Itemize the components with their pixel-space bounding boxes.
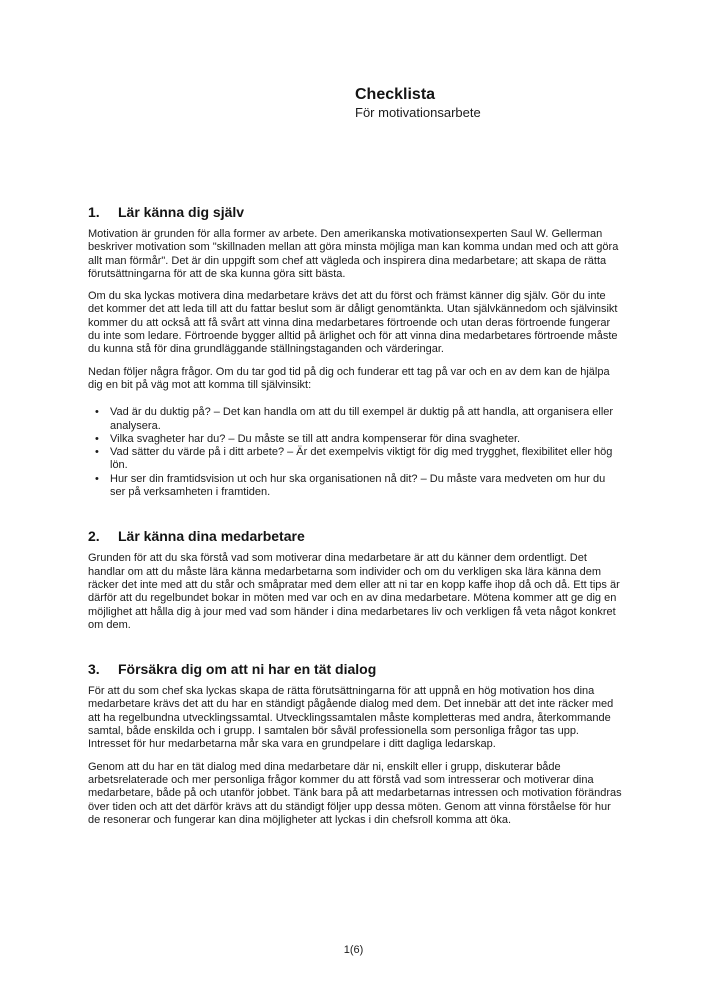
- section-1-heading: [88, 204, 622, 220]
- list-item: • Hur ser din framtidsvision ut och hur ska organisationen nå dit? – Du måste vara medveten om hur du ser på verksamheten i framtiden.: [88, 473, 622, 500]
- paragraph: Nedan följer några frågor. Om du tar god tid på dig och funderar ett tag på var och en av dem kan de hjälpa dig en bit på väg mot att komma till självinsikt:: [88, 365, 610, 391]
- paragraph: Motivation är grunden för alla former av arbete. Den amerikanska motivationsexperten Saul W. Gellerman beskriver motivation som "skillnaden mellan att göra minsta möjliga man kan komma undan med och att göra allt man förmår". Det är din uppgift som chef att vägleda och inspirera dina medarbetare; att skapa de rätta förutsättningarna för att de ska kunna göra sitt bästa.: [88, 228, 619, 280]
- list-item: • Vilka svagheter har du? – Du måste se till att andra kompenserar för dina svagheter.: [88, 433, 622, 446]
- section-3-title: Försäkra dig om att ni har en tät dialog: [118, 661, 377, 678]
- section-1-number: 1.: [88, 204, 100, 220]
- paragraph: För att du som chef ska lyckas skapa de rätta förutsättningarna för att uppnå en hög motivation hos dina medarbetare krävs det att du har en ständigt pågående dialog med dem. Det innebär att det inte räcker med att ha regelbundna utvecklingssamtal. Utvecklingssamtalen måste kompletteras med andra, återkommande samtal, både enskilda och i grupp. I samtalen bör såväl professionella som personliga frågor tas upp. Intresset för hur medarbetarna mår ska vara en grundpelare i ditt dagliga ledarskap.: [88, 685, 614, 751]
- paragraph: Om du ska lyckas motivera dina medarbetare krävs det att du först och främst känner dig själv. Gör du inte det kommer det att leda till att du fattar beslut som är dåligt genomtänkta. Utan självkännedom och självinsikt kommer du att också att få svårt att vinna dina medarbetares förtroende och utan deras förtroende fungerar du inte som ledare. Förtroende bygger alltid på ärlighet och för att vinna dina medarbetares förtroende måste du kunna stå för dina grundläggande ställningstaganden och värderingar.: [88, 290, 618, 356]
- section-2: [88, 528, 622, 632]
- section-3-number: 3.: [88, 661, 100, 678]
- section-1: [88, 204, 622, 499]
- list-item: • Vad sätter du värde på i ditt arbete? – Är det exempelvis viktigt för dig med trygghet, flexibilitet eller hög lön.: [88, 446, 622, 473]
- section-1-title: Lär känna dig själv: [118, 204, 245, 220]
- document-title: Checklista: [355, 86, 436, 103]
- document-subtitle: För motivationsarbete: [355, 105, 481, 120]
- list-item: • Vad är du duktig på? – Det kan handla om att du till exempel är duktig på att handla, att organisera eller analysera.: [88, 406, 622, 433]
- page-number: 1(6): [343, 944, 364, 956]
- section-2-number: 2.: [88, 528, 100, 545]
- title-block: [355, 85, 481, 120]
- paragraph: Genom att du har en tät dialog med dina medarbetare där ni, enskilt eller i grupp, diskuterar både arbetsrelaterade och mer personliga frågor kommer du att förstå vad som intresserar och motiverar dina medarbetare, både på och utanför jobbet. Tänk bara på att medarbetarnas intressen och motivation förändras över tiden och att det därför krävs att du ständigt följer upp dessa möten. Genom att vinna förståelse för hur de resonerar och fungerar kan dina möjligheter att lyckas i din chefsroll komma att öka.: [88, 760, 622, 826]
- self-insight-question-list: [88, 406, 622, 499]
- section-2-title: Lär känna dina medarbetare: [118, 528, 305, 545]
- section-3: [88, 661, 622, 827]
- section-2-heading: [88, 528, 622, 544]
- section-3-heading: [88, 661, 622, 677]
- document-body: [88, 204, 622, 836]
- paragraph: Grunden för att du ska förstå vad som motiverar dina medarbetare är att du känner dem ordentligt. Det handlar om att du måste lära känna medarbetarna som individer och om du verkligen ska lära känna dem räcker det inte med att du står och småpratar med dem eller att ni tar en kopp kaffe ihop då och då. Ett tips är därför att du regelbundet bokar in möten med var och en av dina medarbetare. Mötena kommer att ge dig en möjlighet att hålla dig à jour med vad som händer i dina medarbetares liv och verkligen få veta något konkret om dem.: [88, 552, 620, 631]
